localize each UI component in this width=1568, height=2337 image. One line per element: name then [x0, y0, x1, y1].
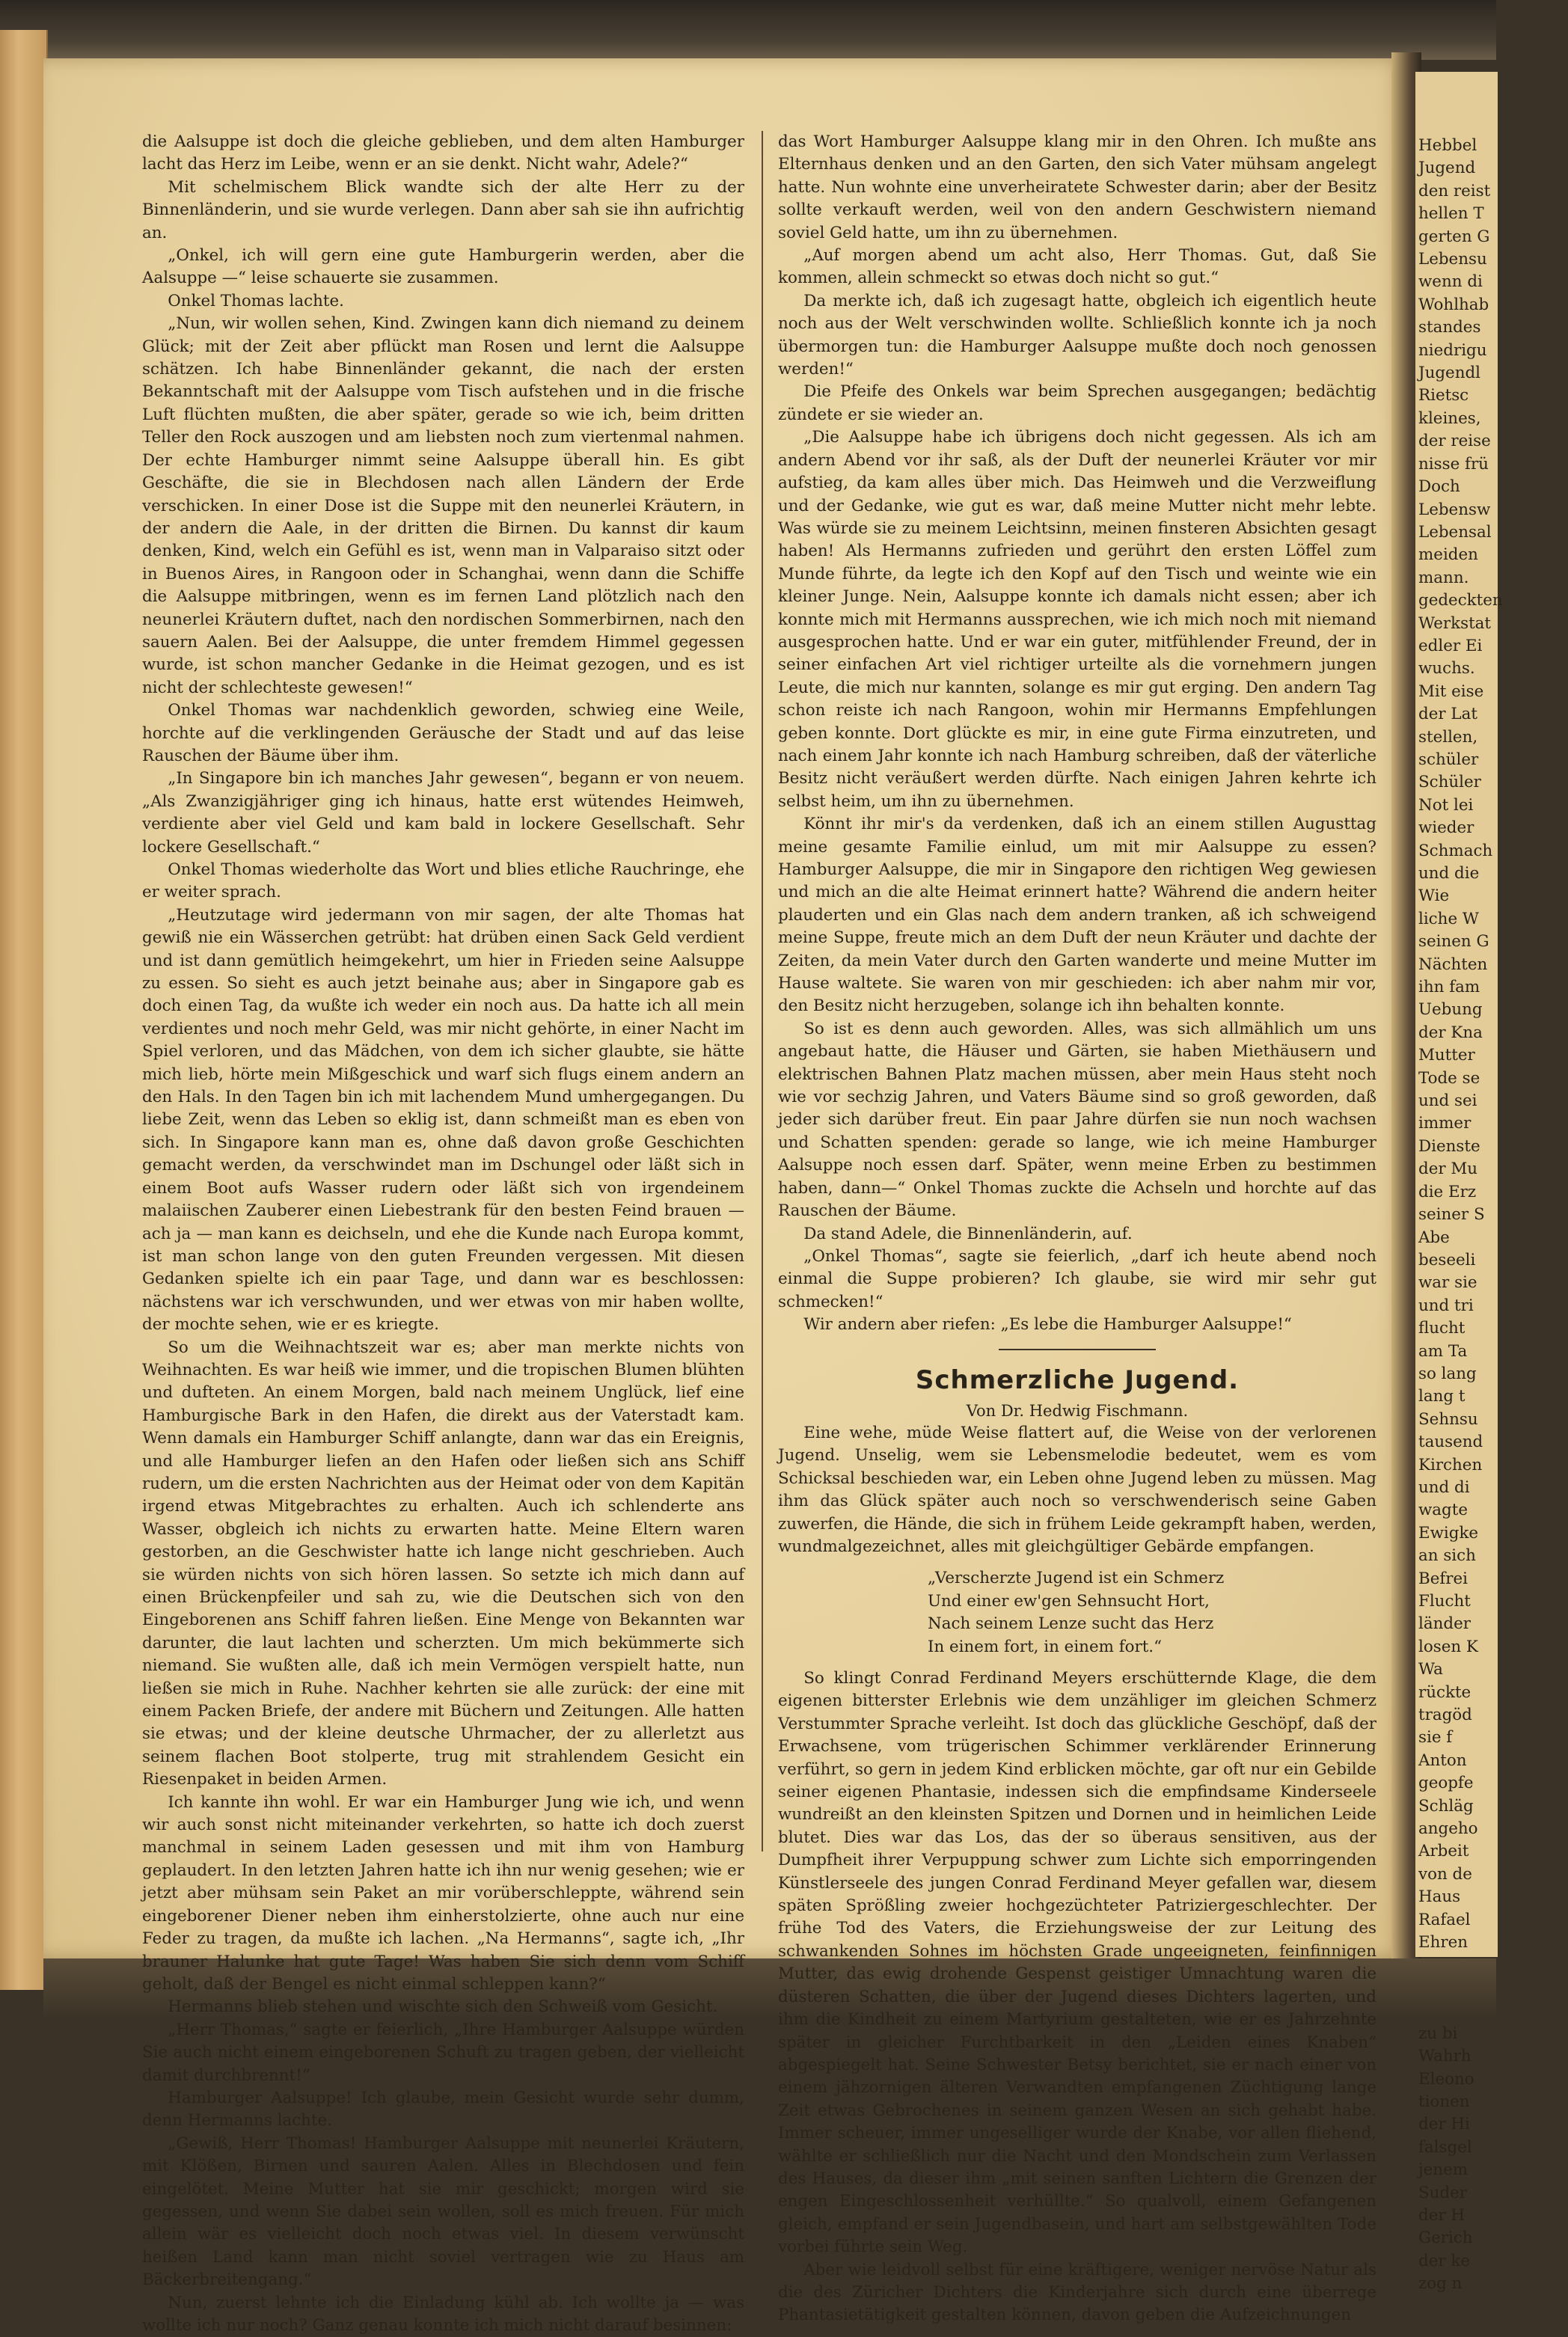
facing-page-line: angeho	[1418, 1819, 1478, 1839]
facing-page-line: Kirchen	[1418, 1455, 1483, 1474]
facing-page-line: Schläg	[1418, 1796, 1474, 1816]
facing-page-line: an sich	[1418, 1546, 1476, 1566]
paragraph: Ich kannte ihn wohl. Er war ein Hamburger Jung wie ich, und wenn wir auch sonst nicht miteinander verkehrten, so hatte ich doch zuerst manchmal in seinem Laden gesessen und mit ihm von Hamburg geplaudert. In den letzten Jahren hatte ich ihn nur wenig gesehen; wie er jetzt aber mühsam sein Paket an mir vorüberschleppte, während sein eingeborener Diener neben ihm einherstolzierte, ohne auch nur eine Feder zu tragen, da mußte ich lachen. „Na Hermanns“, sagte ich, „Ihr brauner Halunke hat gute Tage! Was haben Sie sich denn vom Schiff geholt, daß der Bengel es nicht einmal schleppen kann?“	[142, 1792, 744, 1994]
facing-page-line: gedeckten	[1418, 591, 1503, 610]
book-left-edge	[0, 30, 48, 1990]
facing-page-line: Gerich	[1418, 2229, 1473, 2248]
paragraph: „In Singapore bin ich manches Jahr gewesen“, begann er von neuem. „Als Zwanzigjähriger ging ich hinaus, hatte erst wütendes Heimweh, verdiente aber viel Geld und kam bald in lockere Gesellschaft. Sehr lockere Gesellschaft.“	[142, 769, 744, 857]
facing-page-line: Rietsc	[1418, 386, 1469, 405]
facing-page-line: länder	[1418, 1614, 1471, 1634]
facing-page-line: der Lat	[1418, 705, 1477, 724]
facing-page-line: Lebensal	[1418, 522, 1492, 542]
facing-page-line: Wahrh	[1418, 2047, 1471, 2066]
facing-page-line: seiner S	[1418, 1205, 1485, 1225]
facing-page-line: Haus	[1418, 1887, 1461, 1907]
facing-page-line: tionen	[1418, 2092, 1470, 2111]
facing-page-line: kleines,	[1418, 408, 1481, 428]
facing-page-line: Suder	[1418, 2183, 1468, 2202]
paragraph: „Onkel Thomas“, sagte sie feierlich, „darf ich heute abend noch einmal die Suppe probieren? Ich glaube, sie wird mir sehr gut schmecken!“	[778, 1246, 1376, 1311]
facing-page-line: von de	[1418, 1864, 1472, 1884]
facing-page-line: tausend	[1418, 1433, 1483, 1452]
facing-page-line: lang t	[1418, 1387, 1466, 1406]
facing-page-line: Lebensw	[1418, 500, 1491, 519]
facing-page-line: Jugendl	[1418, 364, 1481, 383]
facing-page-line: am Ta	[1418, 1341, 1468, 1361]
facing-page-line: Wa	[1418, 1660, 1443, 1679]
facing-page-line: so lang	[1418, 1364, 1477, 1383]
paragraph: Onkel Thomas wiederholte das Wort und blies etliche Rauchringe, ehe er weiter sprach.	[142, 860, 744, 902]
facing-page-line: und die	[1418, 864, 1480, 883]
facing-page-line: wenn di	[1418, 272, 1483, 292]
article-body	[778, 1667, 1376, 2327]
article-byline: Von Dr. Hedwig Fischmann.	[966, 1401, 1189, 1420]
column-divider	[762, 131, 763, 1851]
paragraph: „Auf morgen abend um acht also, Herr Thomas. Gut, daß Sie kommen, allein schmeckt so etwas doch nicht so gut.“	[778, 246, 1376, 288]
paragraph: So ist es denn auch geworden. Alles, was sich allmählich um uns angebaut hatte, die Häuser und Gärten, sie haben Miethäusern und elektrischen Bahnen Platz machen müssen, aber mein Haus steht noch wie vor sechzig Jahren, und Vaters Bäume sind so groß geworden, daß jeder sich darüber freut. Ein paar Jahre dürfen sie nun noch wachsen und Schatten spenden: gerade so lange, wie ich meine Hamburger Aalsuppe noch essen darf. Später, wenn meine Erben zu bestimmen haben, dann—“ Onkel Thomas zuckte die Achseln und horchte auf das Rauschen der Bäume.	[778, 1019, 1376, 1221]
facing-page-line: Jugend	[1418, 159, 1476, 178]
paragraph: „Die Aalsuppe habe ich übrigens doch nicht gegessen. Als ich am andern Abend vor ihr saß, als der Duft der neunerlei Kräuter vor mir aufstieg, da kam alles über mich. Das Heimweh und die Verzweiflung und der Gedanke, wie gut es war, daß meine Mutter nicht mehr lebte. Was würde sie zu meinem Leichtsinn, meinen finsteren Absichten gesagt haben! Als Hermanns zufrieden und gerührt den ersten Löffel zum Munde führte, da legte ich den Kopf auf den Tisch und weinte wie ein kleiner Junge. Nein, Aalsuppe konnte ich damals nicht essen; aber ich konnte mich mit Hermanns aussprechen, wie ich mich noch mit niemand ausgesprochen hatte. Und er war ein guter, mitfühlender Freund, der in seiner einfachen Art viel richtiger urteilte als die vornehmern jungen Leute, die mich nur kannten, solange es mir gut erging. Den andern Tag schon reiste ich nach Rangoon, wohin mir Hermanns Empfehlungen geben konnte. Dort glückte es mir, in eine gute Firma einzutreten, und nach einem Jahr konnte ich nach Hamburg schreiben, daß der väterliche Besitz nicht veräußert werden dürfte. Nach einigen Jahren kehrte ich selbst heim, um ihn zu übernehmen.	[778, 428, 1376, 811]
paragraph: Wir andern aber riefen: „Es lebe die Hamburger Aalsuppe!“	[803, 1315, 1292, 1335]
facing-page-line: gerten G	[1418, 227, 1490, 246]
facing-page-line: wagte	[1418, 1501, 1469, 1520]
facing-page-line: Wie	[1418, 886, 1450, 906]
left-column	[142, 131, 744, 2337]
facing-page-line: der ke	[1418, 2251, 1470, 2270]
paragraph: „Nun, wir wollen sehen, Kind. Zwingen kann dich niemand zu deinem Glück; mit der Zeit aber pflückt man Rosen und lernt die Aalsuppe schätzen. Ich habe Binnenländer gekannt, die nach der ersten Bekanntschaft mit der Aalsuppe vom Tisch aufstehen und in die frische Luft flüchten mußten, die aber später, gerade so wie ich, beim dritten Teller den Rock auszogen und am liebsten noch zum viertenmal nahmen. Der echte Hamburger nimmt seine Aalsuppe überall hin. Es gibt Geschäfte, die sie in Blechdosen nach allen Ländern der Erde verschicken. In einer Dose ist die Suppe mit den neunerlei Kräutern, in der andern die Aale, in der dritten die Birnen. Du kannst dir kaum denken, Kind, welch ein Gefühl es ist, wenn man in Valparaiso sitzt oder in Buenos Aires, in Rangoon oder in Schanghai, wenn dann die Schiffe die Aalsuppe mitbringen, wenn es im fernen Land plötzlich nach den neunerlei Kräutern duftet, nach den nordischen Sommerbirnen, nach den sauern Aalen. Bei der Aalsuppe, die unter fremdem Himmel gegessen wurde, ist schon mancher Gedanke in die Heimat gezogen, und es ist nicht der schlechteste gewesen!“	[142, 314, 744, 697]
paragraph: Da merkte ich, daß ich zugesagt hatte, obgleich ich eigentlich heute noch aus der Welt verschwinden wollte. Schließlich konnte ich ja noch übermorgen tun: die Hamburger Aalsuppe mußte doch noch genossen werden!“	[778, 291, 1376, 379]
facing-page-line: geopfe	[1418, 1774, 1474, 1793]
facing-page-line: und tri	[1418, 1296, 1474, 1315]
facing-page-line: Schmach	[1418, 841, 1493, 860]
facing-page-line: Schüler	[1418, 773, 1481, 792]
facing-page-line: die Erz	[1418, 1182, 1477, 1201]
facing-page-line: jenem	[1418, 2160, 1469, 2180]
facing-page-line: der Mu	[1418, 1160, 1478, 1179]
facing-page-line: Befrei	[1418, 1569, 1469, 1588]
facing-page-line: zu bi	[1418, 2024, 1458, 2043]
story-continuation	[778, 131, 1376, 1337]
facing-page-line: Dienste	[1418, 1136, 1480, 1156]
facing-page-line: Rafael	[1418, 1910, 1471, 1929]
article-intro: Eine wehe, müde Weise flattert auf, die Weise von der verlorenen Jugend. Unselig, wem sie Lebensmelodie bedeutet, wem es vom Schicksal beschieden war, ein Leben ohne Jugend leben zu müssen. Mag ihm das Glück später auch noch so verschwenderisch seine Gaben zuwerfen, die Hände, die sich in frühem Leide gekrampft haben, werden, wundmalgezeichnet, alles mit gleichgültiger Gebärde empfangen.	[778, 1423, 1376, 1556]
paragraph: Mit schelmischem Blick wandte sich der alte Herr zu der Binnenländerin, und sie wurde verlegen. Dann aber sah sie ihn aufrichtig an.	[142, 177, 744, 242]
facing-page-line: immer	[1418, 1114, 1471, 1133]
facing-page-line: flucht	[1418, 1319, 1466, 1338]
facing-page-line: und sei	[1418, 1091, 1477, 1111]
facing-page-line: rückte	[1418, 1682, 1471, 1702]
paragraph: Könnt ihr mir's da verdenken, daß ich an einem stillen Augusttag meine gesamte Familie einlud, um mit mir Aalsuppe zu essen? Hamburger Aalsuppe, die mir in Singapore den richtigen Weg gewiesen und mich an die alte Heimat erinnert hatte? Während die andern heiter plauderten und ein Glas nach dem andern tranken, aß ich schweigend meine Suppe, freute mich an dem Duft der neun Kräuter und dachte der Zeiten, da mein Vater durch den Garten wanderte und meine Mutter im Hause waltete. Sie waren von mir geschieden: ich aber nahm mir vor, den Besitz nicht herzugeben, solange ich ihn behalten konnte.	[778, 815, 1376, 1016]
facing-page-line: Sehnsu	[1418, 1409, 1478, 1429]
facing-page-line: losen K	[1418, 1637, 1478, 1656]
facing-page-line: Doch	[1418, 477, 1460, 497]
facing-page-line: beseeli	[1418, 1250, 1476, 1269]
facing-page-line: seinen G	[1418, 932, 1489, 952]
facing-page-line: Lebensu	[1418, 250, 1487, 269]
facing-page-line: zog n	[1418, 2274, 1463, 2294]
story-end-rule	[999, 1349, 1156, 1350]
facing-page-line: Anton	[1418, 1751, 1467, 1770]
facing-page-line: stellen,	[1418, 727, 1478, 747]
facing-page-line: Abe	[1418, 1228, 1450, 1247]
paragraph: Aber wie leidvoll selbst für eine kräftigere, weniger nervöse Natur als die des Züricher Dichters die Kinderjahre sich durch eine überrege Phantasietätigkeit gestalten können, davon geben die Aufzeichnungen	[778, 2260, 1376, 2325]
book-binding-top	[0, 0, 1496, 60]
facing-page-line: Tode se	[1418, 1068, 1480, 1088]
poem-quote	[928, 1567, 1376, 1658]
poem-line: „Verscherzte Jugend ist ein Schmerz	[928, 1569, 1225, 1588]
facing-page-line: Flucht	[1418, 1592, 1471, 1611]
facing-page-line: liche W	[1418, 909, 1479, 928]
facing-page-line: war sie	[1418, 1273, 1477, 1293]
facing-page-line: sie f	[1418, 1728, 1453, 1748]
paragraph: die Aalsuppe ist doch die gleiche geblieben, und dem alten Hamburger lacht das Herz im Leibe, wenn er an sie denkt. Nicht wahr, Adele?“	[142, 132, 744, 174]
facing-page-line: wuchs.	[1418, 659, 1475, 679]
paragraph: Die Pfeife des Onkels war beim Sprechen ausgegangen; bedächtig zündete er sie wieder an.	[778, 382, 1376, 424]
facing-page-line: falsgel	[1418, 2137, 1472, 2157]
facing-page-line: und di	[1418, 1477, 1470, 1497]
facing-page-line: Hebbel	[1418, 136, 1477, 155]
paragraph: Onkel Thomas lachte.	[168, 291, 344, 310]
facing-page-line: nisse frü	[1418, 454, 1489, 474]
facing-page-line: wieder	[1418, 818, 1474, 838]
facing-page-line: Not lei	[1418, 795, 1474, 815]
paragraph: So um die Weihnachtszeit war es; aber man merkte nichts von Weihnachten. Es war heiß wie immer, und die tropischen Blumen blühten und dufteten. An einem Morgen, bald nach meinem Unglück, lief eine Hamburgische Bark in den Hafen, die direkt aus der Vaterstadt kam. Wenn damals ein Hamburger Schiff anlangte, dann war das ein Ereignis, und alle Hamburger liefen an den Hafen oder ließen sich ans Schiff rudern, um die ersten Nachrichten aus der Heimat oder von dem Kapitän irgend etwas Mitgebrachtes zu erhalten. Auch ich schlenderte ans Wasser, obgleich ich nichts zu erwarten hatte. Meine Eltern waren gestorben, an die Geschwister hatte ich lange nicht geschrieben. Auch sie würden nichts von sich hören lassen. So setzte ich mich dann auf einen Brückenpfeiler und sah zu, wie die Deutschen sich von den Eingeborenen ans Schiff fahren ließen. Eine Menge von Bekannten war darunter, die laut lachten und scherzten. Um mich bekümmerte sich niemand. Sie wußten alle, daß ich mein Vermögen verspielt hatte, nun ließen sie mich in Ruhe. Nachher kehrten sie alle zurück: der eine mit einem Packen Briefe, der andere mit Büchern und Zeitungen. Alle hatten sie etwas; und der kleine deutsche Uhrmacher, der zu allerletzt aus seinem flachen Boot stolperte, trug mit strahlendem Gesicht ein Riesenpaket in beiden Armen.	[142, 1338, 744, 1789]
paragraph: So klingt Conrad Ferdinand Meyers erschütternde Klage, die dem eigenen bitterster Erlebnis wie dem unzähliger im gleichen Schmerz Verstummter Sprache verleiht. Ist doch das glückliche Geschöpf, daß der Erwachsene, vom trügerischen Schimmer verklärender Erinnerung verführt, so gern in jedem Kind erblicken möchte, gar oft nur ein Gebilde seiner eigenen Phantasie, indessen sich die empfindsame Kinderseele wundreißt an den kleinsten Spitzen und Dornen und in heimlichen Leide blutet. Dies war das Los, das der so überaus sensitiven, aus der Dumpfheit ihrer Verpuppung schwer zum Lichte sich emporringenden Künstlerseele des jungen Conrad Ferdinand Meyer gefallen war, diesem späten Sprößling zweier hochgezüchteter Patriziergeschlechter. Der frühe Tod des Vaters, die Erziehungsweise der zur Leitung des schwankenden Sohnes im höchsten Grade ungeeigneten, feinfinnigen Mutter, das ewig drohende Gespenst geistiger Umnachtung waren die düsteren Schatten, die über der Jugend dieses Dichters lagerten, und ihm die Kindheit zu einem Martyrium gestalteten, wie er es Jahrzehnte später in gleicher Furchtbarkeit in den „Leiden eines Knaben“ abgespiegelt hat. Seine Schwester Betsy berichtet, sie er nach einer von einem jähzornigen älteren Verwandten empfangenen Züchtigung lange Zeit etwas Gebrochenes in seinem ganzen Wesen an sich gehabt habe. Immer scheuer, immer ungeselliger wurde der Knabe, vor allen fliehend, wählte er schließlich nur die Nacht und den Mondschein zum Verlassen des Hauses, da dieser ihm „mit seinen sanften Lichtern die Grenzen der engen Eingeschlossenheit verhüllte.“ So qualvoll, einem Gefangenen gleich, empfand er sein Jugendbasein, und hart am selbstgewählten Tode vorbei führte sein Weg.	[778, 1669, 1376, 2257]
paragraph: „Onkel, ich will gern eine gute Hamburgerin werden, aber die Aalsuppe —“ leise schauerte sie zusammen.	[142, 246, 744, 288]
paragraph: „Herr Thomas,“ sagte er feierlich, „Ihre Hamburger Aalsuppe würden Sie auch nicht einem eingeborenen Schuft zu tragen geben, der vielleicht damit durchbrennt!“	[142, 2020, 744, 2085]
facing-page-line: mann.	[1418, 568, 1469, 587]
facing-page-line: der reise	[1418, 432, 1491, 451]
facing-page-line: niedrigu	[1418, 340, 1487, 360]
facing-page-line: standes	[1418, 318, 1481, 337]
paragraph: Onkel Thomas war nachdenklich geworden, schwieg eine Weile, horchte auf die verklingenden Geräusche der Stadt und auf das leise Rauschen der Bäume über ihm.	[142, 701, 744, 765]
facing-page-line: Werkstat	[1418, 613, 1492, 633]
facing-page-line: der Kna	[1418, 1023, 1483, 1042]
facing-page-line: Mutter	[1418, 1046, 1475, 1065]
facing-page-line: Mit eise	[1418, 682, 1484, 701]
facing-page-line: Eleono	[1418, 2069, 1474, 2089]
facing-page-line: Ehren	[1418, 1933, 1469, 1952]
facing-page-line: den reist	[1418, 181, 1491, 200]
facing-page-line: Wohlhab	[1418, 295, 1489, 314]
paragraph: „Gewiß, Herr Thomas! Hamburger Aalsuppe mit neunerlei Kräutern, mit Klößen, Birnen und sauren Aalen. Alles in Blechdosen und fein eingelötet. Meine Mutter hat sie mir geschickt; morgen wird sie gegessen, und wenn Sie dabei sein wollen, soll es mich freuen. Für mich allein wär es vielleicht doch noch etwas viel. In diesem verwünscht heißen Land kann man nicht soviel vertragen wie zu Haus am Bäckerbreitengang.“	[142, 2134, 744, 2290]
facing-page-line: Nächten	[1418, 955, 1488, 974]
paragraph: „Heutzutage wird jedermann von mir sagen, der alte Thomas hat gewiß nie ein Wässerchen getrübt: hat drüben einen Sack Geld verdient und ist dann gemütlich heimgekehrt, um hier in Frieden seine Aalsuppe zu essen. So sieht es auch jetzt beinahe aus; aber in Singapore gab es doch einen Tag, da wußte ich weder ein noch aus. Da hatte ich all mein verdientes und noch mehr Geld, was mir nicht gehörte, in einer Nacht im Spiel verloren, und das Mädchen, von dem ich sicher glaubte, sie hätte mich lieb, hörte mein Mißgeschick und warf sich flugs einem andern an den Hals. In den Tagen bin ich mit lachendem Mund umhergegangen. Du liebe Zeit, wenn das Leben so eklig ist, dann schmeißt man es eben von sich. In Singapore kann man es, ohne daß davon große Geschichten gemacht werden, da verschwindet man im Dschungel oder läßt sich in einem Boot aufs Wasser rudern oder läßt sich von irgendeinem malaiischen Zauberer einen Liebestrank für den besten Feind brauen — ach ja — man kann es deichseln, und ehe die Kunde nach Europa kommt, ist man schon lange von den guten Freunden vergessen. Mit diesen Gedanken spielte ich ein paar Tage, und dann war es beschlossen: nächstens war ich verschwunden, und wer etwas von mir haben wollte, der mochte sehen, wie er es kriegte.	[142, 905, 744, 1335]
facing-page-line: Arbeit	[1418, 1842, 1469, 1861]
paragraph: Hermanns blieb stehen und wischte sich den Schweiß vom Gesicht.	[168, 1997, 718, 2017]
facing-page-line: meiden	[1418, 545, 1478, 565]
poem-line: Und einer ew'gen Sehnsucht Hort,	[928, 1591, 1210, 1611]
facing-page-line: Uebung	[1418, 1000, 1483, 1020]
paragraph: Hamburger Aalsuppe! Ich glaube, mein Gesicht wurde sehr dumm, denn Hermanns lachte.	[142, 2088, 744, 2131]
facing-page-fragment	[1415, 72, 1503, 2294]
facing-page-line: edler Ei	[1418, 636, 1483, 655]
facing-page-line: ihn fam	[1418, 978, 1480, 997]
paragraph: Nun, zuerst lehnte ich die Einladung kühl ab. Ich wollte ja — was wollte ich nur noch? Ganz genau konnte ich mich nicht darauf besinnen:	[142, 2293, 744, 2335]
poem-line: Nach seinem Lenze sucht das Herz	[928, 1614, 1214, 1634]
facing-page-line: hellen T	[1418, 204, 1484, 224]
right-column	[778, 131, 1376, 2327]
facing-page-line: der H	[1418, 2205, 1466, 2225]
article-title: Schmerzliche Jugend.	[915, 1364, 1240, 1395]
poem-line: In einem fort, in einem fort.“	[928, 1637, 1163, 1656]
facing-page-line: schüler	[1418, 750, 1479, 769]
facing-page-line: Ewigke	[1418, 1523, 1479, 1543]
facing-page-line: tragöd	[1418, 1706, 1472, 1725]
facing-page-line: der Hi	[1418, 2115, 1470, 2134]
paragraph: Da stand Adele, die Binnenländerin, auf.	[803, 1224, 1133, 1243]
paragraph: das Wort Hamburger Aalsuppe klang mir in den Ohren. Ich mußte ans Elternhaus denken und an den Garten, den sich Vater mühsam angelegt hatte. Nun wohnte eine unverheiratete Schwester darin; aber der Besitz sollte verkauft werden, weil von den andern Geschwistern niemand soviel Geld hatte, um ihn zu übernehmen.	[778, 132, 1376, 242]
